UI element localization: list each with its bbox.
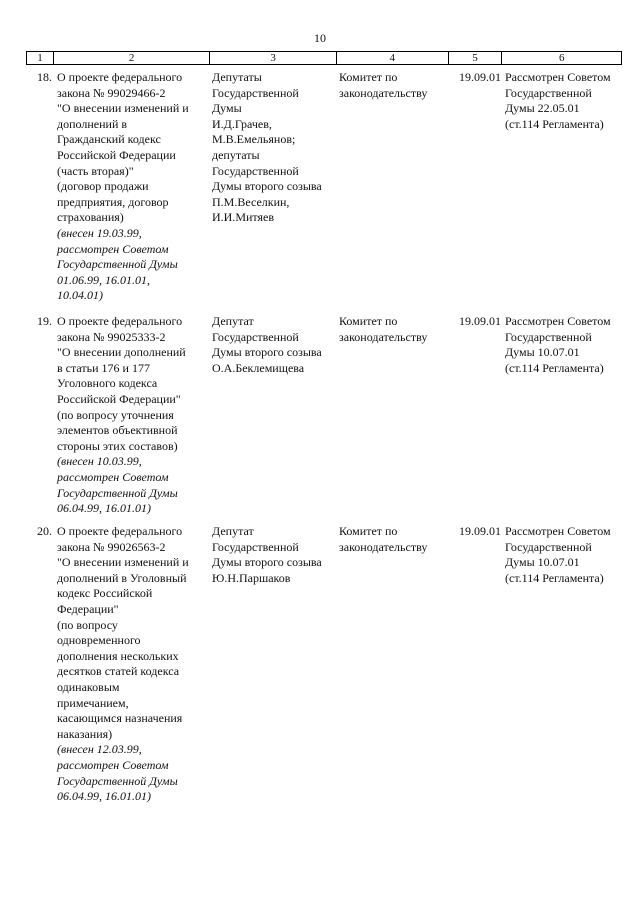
author-line: Думы второго созыва bbox=[212, 179, 322, 194]
author-line: М.В.Емельянов; bbox=[212, 132, 296, 147]
title-line: закона № 99029466-2 bbox=[57, 85, 166, 100]
bill-title bbox=[57, 524, 212, 805]
author-line: Депутаты bbox=[212, 70, 262, 84]
header-col-2: 2 bbox=[54, 52, 210, 64]
note-line: Государственной Думы bbox=[57, 773, 178, 788]
result-line: Государственной bbox=[505, 539, 592, 554]
bill-title bbox=[57, 70, 212, 304]
title-line: дополнений в bbox=[57, 116, 128, 131]
note-line: 06.04.99, 16.01.01) bbox=[57, 501, 151, 516]
bill-authors bbox=[212, 70, 339, 304]
result-line: Государственной bbox=[505, 85, 592, 100]
title-line: "О внесении изменений и bbox=[57, 101, 189, 116]
bill-authors bbox=[212, 314, 339, 517]
bill-authors bbox=[212, 524, 339, 805]
committee-line: законодательству bbox=[339, 85, 428, 100]
result-line: (ст.114 Регламента) bbox=[505, 116, 604, 131]
title-line: элементов объективной bbox=[57, 423, 178, 438]
committee bbox=[339, 70, 451, 304]
note-line: 10.04.01) bbox=[57, 288, 103, 303]
title-line: в статьи 176 и 177 bbox=[57, 360, 150, 375]
title-line: О проекте федерального bbox=[57, 70, 183, 84]
result bbox=[505, 524, 622, 805]
author-line: Государственной bbox=[212, 329, 299, 344]
committee-line: законодательству bbox=[339, 329, 428, 344]
title-line: касающимся назначения bbox=[57, 711, 183, 726]
note-line: (внесен 19.03.99, bbox=[57, 225, 142, 240]
result-line: (ст.114 Регламента) bbox=[505, 570, 604, 585]
note-line: 06.04.99, 16.01.01) bbox=[57, 789, 151, 804]
note-line: рассмотрен Советом bbox=[57, 241, 169, 256]
title-line: наказания) bbox=[57, 726, 113, 741]
committee-line: Комитет по bbox=[339, 314, 398, 328]
title-line: одинаковым bbox=[57, 679, 120, 694]
title-line: примечанием, bbox=[57, 695, 129, 710]
table-row bbox=[26, 70, 622, 304]
result-line: Рассмотрен Советом bbox=[505, 524, 611, 538]
row-number: 18. bbox=[37, 70, 52, 84]
header-col-5: 5 bbox=[449, 52, 503, 64]
author-line: И.Д.Грачев, bbox=[212, 116, 272, 131]
title-line: "О внесении дополнений bbox=[57, 345, 186, 360]
author-line: И.И.Митяев bbox=[212, 210, 275, 225]
result bbox=[505, 314, 622, 517]
note-line: Государственной Думы bbox=[57, 257, 178, 272]
author-line: депутаты bbox=[212, 147, 260, 162]
result bbox=[505, 70, 622, 304]
title-line: стороны этих составов) bbox=[57, 438, 178, 453]
author-line: О.А.Беклемищева bbox=[212, 360, 305, 375]
row-number: 20. bbox=[37, 524, 52, 538]
author-line: Думы bbox=[212, 101, 242, 116]
author-line: Государственной bbox=[212, 85, 299, 100]
title-line: дополнения нескольких bbox=[57, 648, 179, 663]
table-row bbox=[26, 314, 622, 517]
table-header bbox=[26, 51, 622, 65]
result-line: Государственной bbox=[505, 329, 592, 344]
title-line: Федерации" bbox=[57, 601, 119, 616]
title-line: Российской Федерации" bbox=[57, 391, 181, 406]
title-line: О проекте федерального bbox=[57, 314, 183, 328]
author-line: Депутат bbox=[212, 524, 254, 538]
title-line: (по вопросу уточнения bbox=[57, 407, 174, 422]
title-line: страхования) bbox=[57, 210, 124, 225]
date: 19.09.01 bbox=[459, 70, 501, 84]
page-number: 10 bbox=[314, 31, 326, 45]
result-line: Рассмотрен Советом bbox=[505, 70, 611, 84]
author-line: П.М.Веселкин, bbox=[212, 194, 290, 209]
committee bbox=[339, 314, 451, 517]
title-line: закона № 99025333-2 bbox=[57, 329, 166, 344]
committee-line: Комитет по bbox=[339, 524, 398, 538]
header-col-4: 4 bbox=[337, 52, 449, 64]
title-line: предприятия, договор bbox=[57, 194, 169, 209]
title-line: закона № 99026563-2 bbox=[57, 539, 166, 554]
date: 19.09.01 bbox=[459, 524, 501, 538]
title-line: О проекте федерального bbox=[57, 524, 183, 538]
committee-line: законодательству bbox=[339, 539, 428, 554]
row-number: 19. bbox=[37, 314, 52, 328]
title-line: дополнений в Уголовный bbox=[57, 570, 187, 585]
title-line: одновременного bbox=[57, 633, 141, 648]
result-line: Рассмотрен Советом bbox=[505, 314, 611, 328]
note-line: 01.06.99, 16.01.01, bbox=[57, 272, 150, 287]
result-line: (ст.114 Регламента) bbox=[505, 360, 604, 375]
title-line: Гражданский кодекс bbox=[57, 132, 161, 147]
header-col-3: 3 bbox=[210, 52, 337, 64]
result-line: Думы 10.07.01 bbox=[505, 345, 580, 360]
result-line: Думы 22.05.01 bbox=[505, 101, 580, 116]
note-line: Государственной Думы bbox=[57, 485, 178, 500]
committee bbox=[339, 524, 451, 805]
date: 19.09.01 bbox=[459, 314, 501, 328]
result-line: Думы 10.07.01 bbox=[505, 555, 580, 570]
header-col-6: 6 bbox=[558, 52, 565, 64]
author-line: Депутат bbox=[212, 314, 254, 328]
title-line: кодекс Российской bbox=[57, 586, 153, 601]
author-line: Государственной bbox=[212, 163, 299, 178]
bill-title bbox=[57, 314, 212, 517]
committee-line: Комитет по bbox=[339, 70, 398, 84]
title-line: (часть вторая)" bbox=[57, 163, 134, 178]
author-line: Думы второго созыва bbox=[212, 345, 322, 360]
author-line: Государственной bbox=[212, 539, 299, 554]
title-line: Российской Федерации bbox=[57, 147, 176, 162]
note-line: рассмотрен Советом bbox=[57, 757, 169, 772]
title-line: (по вопросу bbox=[57, 617, 118, 632]
header-col-1: 1 bbox=[27, 52, 54, 64]
author-line: Думы второго созыва bbox=[212, 555, 322, 570]
author-line: Ю.Н.Паршаков bbox=[212, 570, 291, 585]
note-line: (внесен 12.03.99, bbox=[57, 742, 142, 757]
title-line: "О внесении изменений и bbox=[57, 555, 189, 570]
note-line: рассмотрен Советом bbox=[57, 469, 169, 484]
note-line: (внесен 10.03.99, bbox=[57, 454, 142, 469]
title-line: десятков статей кодекса bbox=[57, 664, 180, 679]
title-line: Уголовного кодекса bbox=[57, 376, 158, 391]
table-row bbox=[26, 524, 622, 805]
title-line: (договор продажи bbox=[57, 179, 149, 194]
